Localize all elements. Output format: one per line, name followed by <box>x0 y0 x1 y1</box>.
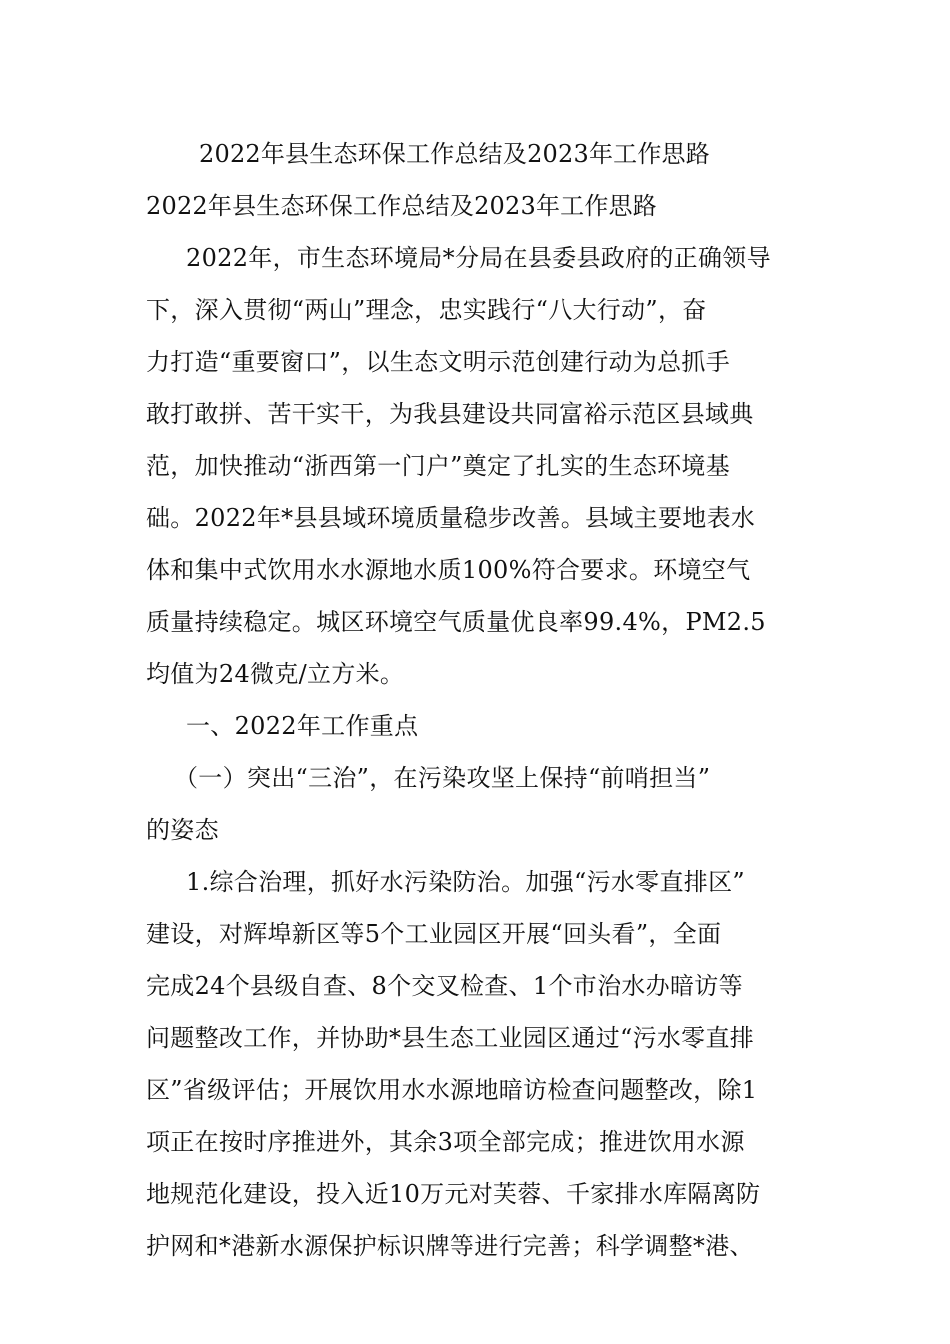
paragraph-line: （一）突出“三治”，在污染攻坚上保持“前哨担当” <box>174 764 711 792</box>
paragraph-line: 力打造“重要窗口”，以生态文明示范创建行动为总抓手 <box>146 348 731 376</box>
document-title: 2022年县生态环保工作总结及2023年工作思路 <box>199 140 710 168</box>
section-heading <box>146 700 806 752</box>
paragraph-line: 2022年，市生态环境局*分局在县委县政府的正确领导 <box>186 244 771 272</box>
paragraph-line: 均值为24微克/立方米。 <box>146 660 405 688</box>
paragraph-line: 下，深入贯彻“两山”理念，忠实践行“八大行动”，奋 <box>146 296 707 324</box>
paragraph-line: 建设，对辉埠新区等5个工业园区开展“回头看”，全面 <box>146 920 722 948</box>
paragraph-line: 地规范化建设，投入近10万元对芙蓉、千家排水库隔离防 <box>146 1180 761 1208</box>
paragraph-line: 护网和*港新水源保护标识牌等进行完善；科学调整*港、 <box>146 1232 754 1260</box>
paragraph-line: 础。2022年*县县域环境质量稳步改善。县域主要地表水 <box>146 504 756 532</box>
paragraph-line: 项正在按时序推进外，其余3项全部完成；推进饮用水源 <box>146 1128 745 1156</box>
document-subtitle: 2022年县生态环保工作总结及2023年工作思路 <box>146 192 657 220</box>
paragraph-line: 问题整改工作，并协助*县生态工业园区通过“污水零直排 <box>146 1024 755 1052</box>
subsection-heading <box>146 752 806 856</box>
paragraph-line: 体和集中式饮用水水源地水质100%符合要求。环境空气 <box>146 556 751 584</box>
paragraph-line: 范，加快推动“浙西第一门户”奠定了扎实的生态环境基 <box>146 452 731 480</box>
paragraph-line: 1.综合治理，抓好水污染防治。加强“污水零直排区” <box>186 868 745 896</box>
paragraph-line: 敢打敢拼、苦干实干，为我县建设共同富裕示范区县域典 <box>146 400 754 428</box>
paragraph-intro <box>146 232 806 700</box>
paragraph-item-1 <box>146 856 806 1272</box>
paragraph-line: 的姿态 <box>146 816 219 844</box>
paragraph-line: 完成24个县级自查、8个交叉检查、1个市治水办暗访等 <box>146 972 743 1000</box>
paragraph-line: 质量持续稳定。城区环境空气质量优良率99.4%，PM2.5 <box>146 608 766 636</box>
section-heading-text: 一、2022年工作重点 <box>186 712 419 740</box>
document-body <box>146 128 806 1272</box>
paragraph-line: 区”省级评估；开展饮用水水源地暗访检查问题整改，除1 <box>146 1076 758 1104</box>
